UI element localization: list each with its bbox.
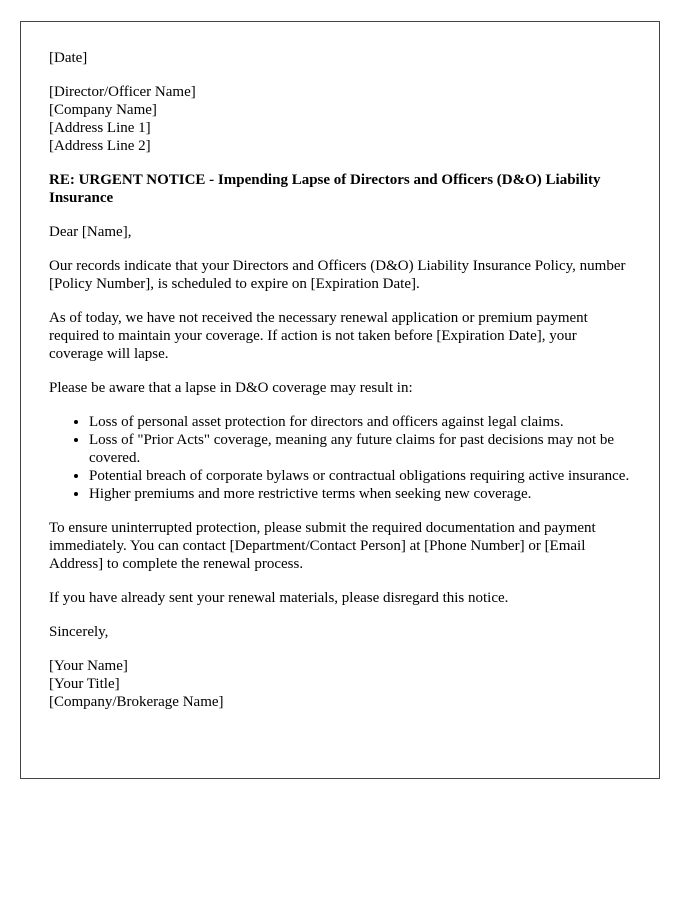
salutation: Dear [Name], xyxy=(49,224,132,240)
letter xyxy=(20,21,660,779)
paragraph-renewal-status: As of today, we have not received the necessary renewal application or premium payment required to maintain your coverage. If action is not taken before [Expiration Date], your coverage will lapse. xyxy=(49,310,588,362)
paragraph-disregard: If you have already sent your renewal materials, please disregard this notice. xyxy=(49,590,509,606)
recipient-name: [Director/Officer Name] xyxy=(49,84,196,100)
list-item: • Loss of personal asset protection for directors and officers against legal claims. xyxy=(89,413,631,431)
consequence-list xyxy=(49,413,631,503)
signature-name: [Your Name] xyxy=(49,658,128,674)
signoff: Sincerely, xyxy=(49,624,109,640)
recipient-company: [Company Name] xyxy=(49,102,157,118)
paragraph-policy-expiry: Our records indicate that your Directors and Officers (D&O) Liability Insurance Policy, number [Policy Number], is scheduled to expire on [Expiration Date]. xyxy=(49,258,626,292)
signature-title: [Your Title] xyxy=(49,676,120,692)
paragraph-lapse-intro: Please be aware that a lapse in D&O coverage may result in: xyxy=(49,380,413,396)
list-item: • Loss of "Prior Acts" coverage, meaning any future claims for past decisions may not be covered. xyxy=(89,431,631,467)
recipient-address-line-2: [Address Line 2] xyxy=(49,138,151,154)
signature-company: [Company/Brokerage Name] xyxy=(49,694,224,710)
letter-date: [Date] xyxy=(49,50,88,66)
subject-line: RE: URGENT NOTICE - Impending Lapse of Directors and Officers (D&O) Liability Insurance xyxy=(49,172,601,206)
recipient-block xyxy=(49,83,631,155)
signature-block xyxy=(49,657,631,711)
recipient-address-line-1: [Address Line 1] xyxy=(49,120,151,136)
list-item: • Higher premiums and more restrictive terms when seeking new coverage. xyxy=(89,485,631,503)
paragraph-contact: To ensure uninterrupted protection, please submit the required documentation and payment immediately. You can contact [Department/Contact Person] at [Phone Number] or [Email Address] to complete the renewal process. xyxy=(49,520,596,572)
list-item: • Potential breach of corporate bylaws or contractual obligations requiring active insurance. xyxy=(89,467,631,485)
